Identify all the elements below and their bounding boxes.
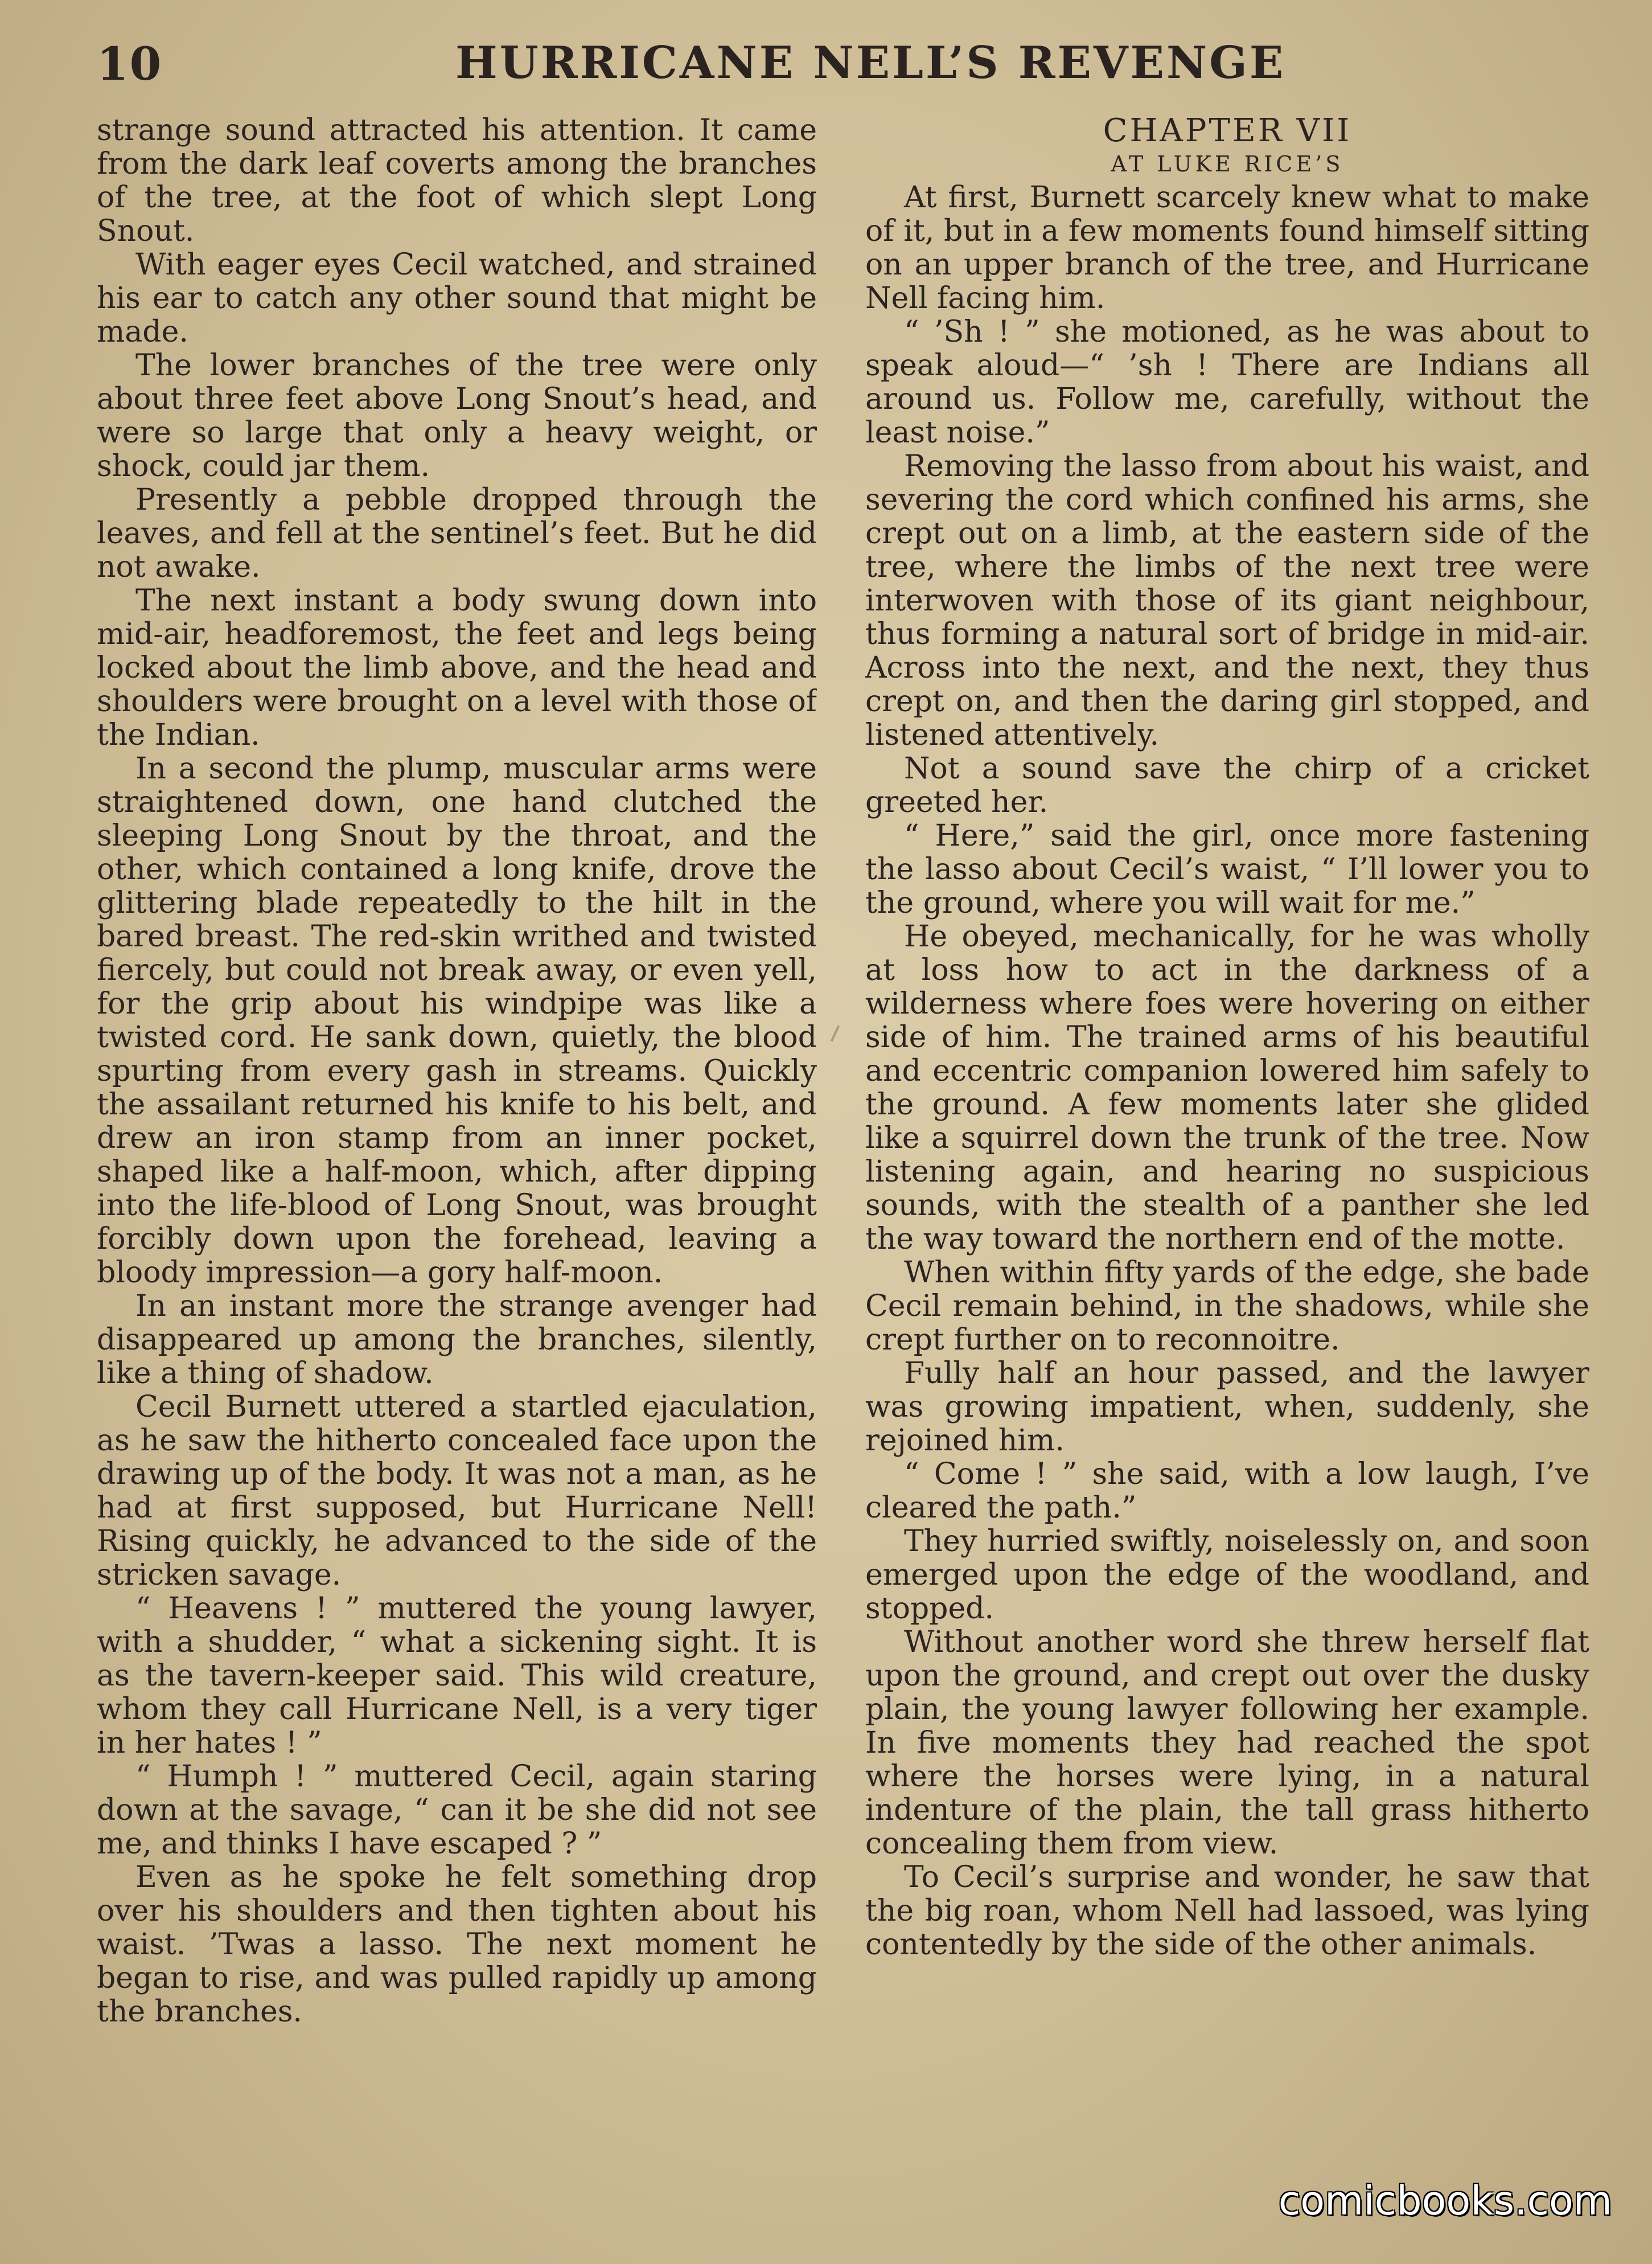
paragraph: The lower branches of the tree were only about three feet above Long Snout’s head, and were so large that only a heavy weight, or shock, could jar them. xyxy=(97,348,817,483)
running-title: HURRICANE NELL’S REVENGE xyxy=(455,37,1286,89)
paragraph: In an instant more the strange avenger had disappeared up among the branches, silently, like a thing of shadow. xyxy=(97,1289,817,1391)
paragraph: When within fifty yards of the edge, she bade Cecil remain behind, in the shadows, while she crept further on to reconnoitre. xyxy=(865,1256,1589,1357)
paragraph: Without another word she threw herself flat upon the ground, and crept out over the dusky plain, the young lawyer following her example. In five moments they had reached the spot where the horses were lying, in a natural indenture of the plain, the tall grass hitherto concealing them from view. xyxy=(865,1625,1589,1861)
paragraph: At first, Burnett scarcely knew what to make of it, but in a few moments found himself sitting on an upper branch of the tree, and Hurricane Nell facing him. xyxy=(865,181,1589,315)
paragraph: Presently a pebble dropped through the leaves, and fell at the sentinel’s feet. But he did not awake. xyxy=(97,483,817,584)
paragraph: “ Here,” said the girl, once more fastening the lasso about Cecil’s waist, “ I’ll lower you to the ground, where you will wait for me.” xyxy=(865,819,1589,920)
paragraph: They hurried swiftly, noiselessly on, and soon emerged upon the edge of the woodland, and stopped. xyxy=(865,1524,1589,1626)
paragraph: “ Humph ! ” muttered Cecil, again staring down at the savage, “ can it be she did not see me, and thinks I have escaped ? ” xyxy=(97,1759,817,1861)
paragraph: “ Heavens ! ” muttered the young lawyer, with a shudder, “ what a sickening sight. It is as the tavern-keeper said. This wild creature, whom they call Hurricane Nell, is a very tiger in her hates ! ” xyxy=(97,1592,817,1760)
left-column xyxy=(97,114,817,2141)
paragraph: Even as he spoke he felt something drop over his shoulders and then tighten about his waist. ’Twas a lasso. The next moment he began to rise, and was pulled rapidly up among the branches. xyxy=(97,1860,817,2029)
paragraph: Removing the lasso from about his waist, and severing the cord which confined his arms, she crept out on a limb, at the eastern side of the tree, where the limbs of the next tree were interwoven with those of its giant neighbour, thus forming a natural sort of bridge in mid-air. Across into the next, and the next, they thus crept on, and then the daring girl stopped, and listened attentively. xyxy=(865,449,1589,752)
paragraph: Fully half an hour passed, and the lawyer was growing impatient, when, suddenly, she rejoined him. xyxy=(865,1356,1589,1458)
paragraph: With eager eyes Cecil watched, and strained his ear to catch any other sound that might be made. xyxy=(97,248,817,349)
paragraph: “ ’Sh ! ” she motioned, as he was about to speak aloud—“ ’sh ! There are Indians all around us. Follow me, carefully, without the least noise.” xyxy=(865,315,1589,450)
page-header xyxy=(97,31,1578,94)
paragraph: “ Come ! ” she said, with a low laugh, I’ve cleared the path.” xyxy=(865,1457,1589,1525)
paragraph: Not a sound save the chirp of a cricket greeted her. xyxy=(865,752,1589,819)
right-column xyxy=(865,114,1589,2141)
watermark-logo: comicbooks.com xyxy=(1278,2177,1612,2224)
chapter-subtitle: AT LUKE RICE’S xyxy=(1111,151,1344,177)
chapter-heading: CHAPTER VII xyxy=(1103,114,1352,149)
paragraph: Cecil Burnett uttered a startled ejaculation, as he saw the hitherto concealed face upon the drawing up of the body. It was not a man, as he had at first supposed, but Hurricane Nell! Rising quickly, he advanced to the side of the stricken savage. xyxy=(97,1390,817,1592)
paragraph: strange sound attracted his attention. It came from the dark leaf coverts among the branches of the tree, at the foot of which slept Long Snout. xyxy=(97,114,817,248)
paragraph: He obeyed, mechanically, for he was wholly at loss how to act in the darkness of a wilderness where foes were hovering on either side of him. The trained arms of his beautiful and eccentric companion lowered him safely to the ground. A few moments later she glided like a squirrel down the trunk of the tree. Now listening again, and hearing no suspicious sounds, with the stealth of a panther she led the way toward the northern end of the motte. xyxy=(865,920,1589,1256)
gutter-mark xyxy=(831,1026,840,1042)
paragraph: The next instant a body swung down into mid-air, headforemost, the feet and legs being locked about the limb above, and the head and shoulders were brought on a level with those of the Indian. xyxy=(97,584,817,752)
paragraph: In a second the plump, muscular arms were straightened down, one hand clutched the sleeping Long Snout by the throat, and the other, which contained a long knife, drove the glittering blade repeatedly to the hilt in the bared breast. The red-skin writhed and twisted fiercely, but could not break away, or even yell, for the grip about his windpipe was like a twisted cord. He sank down, quietly, the blood spurting from every gash in streams. Quickly the assailant returned his knife to his belt, and drew an iron stamp from an inner pocket, shaped like a half-moon, which, after dipping into the life-blood of Long Snout, was brought forcibly down upon the forehead, leaving a bloody impression—a gory half-moon. xyxy=(97,752,817,1290)
paragraph: To Cecil’s surprise and wonder, he saw that the big roan, whom Nell had lassoed, was lying contentedly by the side of the other animals. xyxy=(865,1860,1589,1962)
page-number: 10 xyxy=(97,37,163,91)
